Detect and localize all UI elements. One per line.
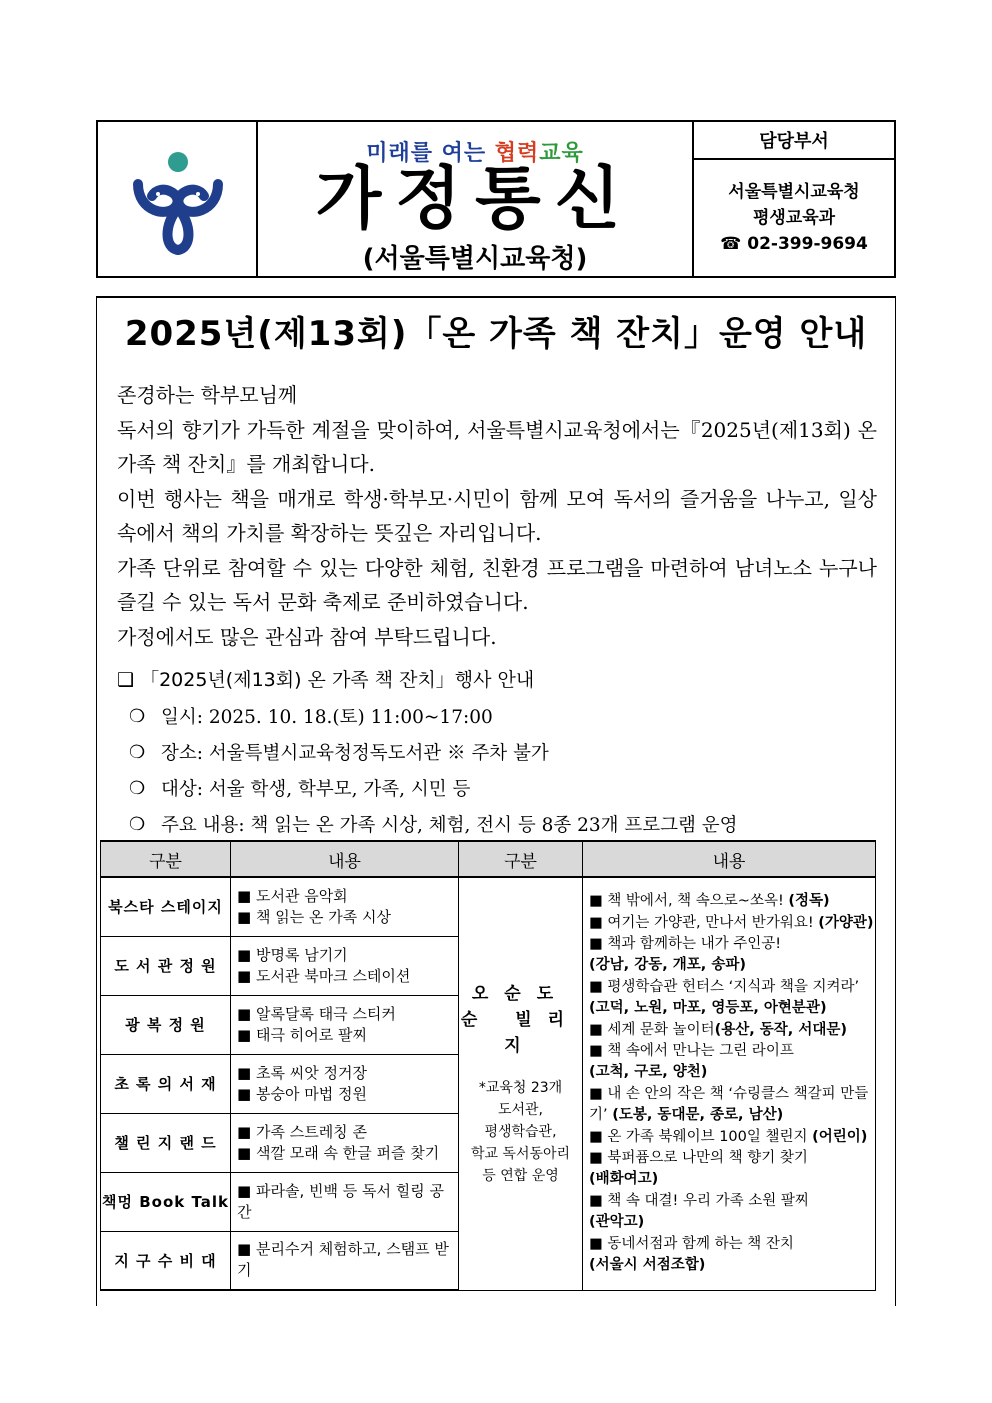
document-body: [117, 378, 877, 654]
program-item: ■ 책 읽는 온 가족 시상: [237, 907, 391, 926]
square-bullet-icon: ■: [237, 1025, 252, 1044]
village-program: ■ 평생학습관 헌터스 ‘지식과 책을 지켜라’ (고덕, 노원, 마포, 영등포, 아현분관): [589, 978, 860, 1017]
checkbox-square-icon: ❑: [117, 669, 135, 691]
department-info: [694, 160, 894, 276]
program-item: ■ 색깔 모래 속 한글 퍼즐 찾기: [237, 1143, 440, 1162]
program-category: 광 복 정 원: [101, 995, 231, 1054]
circle-bullet-icon: ❍: [129, 777, 146, 799]
square-bullet-icon: ■: [589, 1235, 603, 1252]
slogan-part3: 교육: [539, 141, 584, 166]
village-program: ■ 동네서점과 함께 하는 책 잔치 (서울시 서점조합): [589, 1235, 794, 1273]
event-section-heading: [117, 665, 534, 692]
square-bullet-icon: ■: [589, 1021, 603, 1038]
village-note-line: 도서관,: [497, 1101, 544, 1118]
event-section-heading-text: 「2025년(제13회) 온 가족 책 잔치」행사 안내: [140, 669, 535, 691]
village-note-line: 등 연합 운영: [482, 1167, 559, 1184]
department-label: 담당부서: [694, 122, 894, 160]
paragraph-2: 이번 행사는 책을 매개로 학생·학부모·시민이 함께 모여 독서의 즐거움을 나누고, 일상 속에서 책의 가치를 확장하는 뜻깊은 자리입니다.: [117, 486, 877, 545]
square-bullet-icon: ■: [237, 1181, 252, 1200]
table-header-row: [101, 841, 876, 877]
program-items: [231, 995, 459, 1054]
program-category: 북스타 스테이지: [101, 877, 231, 936]
circle-bullet-icon: ❍: [129, 705, 146, 727]
program-item: ■ 알록달록 태극 스티커: [237, 1004, 396, 1023]
village-program: ■ 내 손 안의 작은 책 ‘슈링클스 책갈피 만들기’ (도봉, 동대문, 종로, 남산): [589, 1085, 869, 1124]
program-items: [231, 936, 459, 995]
village-program: ■ 책과 함께하는 내가 주인공! (강남, 강동, 개포, 송파): [589, 935, 782, 974]
program-item: ■ 도서관 음악회: [237, 886, 348, 905]
village-program: ■ 온 가족 북웨이브 100일 챌린지 (어린이): [589, 1128, 868, 1145]
village-program: ■ 여기는 가양관, 만나서 반가워요! (가양관): [589, 914, 874, 931]
square-bullet-icon: ■: [237, 966, 252, 985]
newsletter-subtitle: (서울특별시교육청): [362, 244, 588, 274]
paragraph-1: 독서의 향기가 가득한 계절을 맞이하여, 서울특별시교육청에서는『2025년(제13회) 온 가족 책 잔치』를 개최합니다.: [117, 417, 877, 476]
square-bullet-icon: ■: [589, 893, 603, 910]
village-program-list: [583, 877, 876, 1290]
column-header: 내용: [231, 841, 459, 877]
program-item: ■ 봉숭아 마법 정원: [237, 1084, 367, 1103]
village-program: ■ 세계 문화 놀이터(용산, 동작, 서대문): [589, 1021, 848, 1038]
square-bullet-icon: ■: [237, 1084, 252, 1103]
square-bullet-icon: ■: [237, 945, 252, 964]
column-header: 구분: [459, 841, 583, 877]
square-bullet-icon: ■: [237, 1004, 252, 1023]
paragraph-3: 가족 단위로 참여할 수 있는 다양한 체험, 친환경 프로그램을 마련하여 남녀노소 누구나 즐길 수 있는 독서 문화 축제로 준비하였습니다.: [117, 555, 877, 614]
village-program: ■ 책 속에서 만나는 그린 라이프 (고척, 구로, 양천): [589, 1042, 794, 1081]
department-line-1: 서울특별시교육청: [728, 182, 860, 202]
square-bullet-icon: ■: [589, 978, 603, 995]
square-bullet-icon: ■: [589, 935, 603, 952]
program-item: ■ 방명록 남기기: [237, 945, 348, 964]
document-title: 2025년(제13회)「온 가족 책 잔치」운영 안내: [124, 314, 868, 354]
village-program: ■ 책 속 대결! 우리 가족 소원 팔찌 (관악고): [589, 1192, 809, 1231]
program-item: ■ 초록 씨앗 정거장: [237, 1063, 367, 1082]
square-bullet-icon: ■: [589, 1192, 603, 1209]
department-cell: [694, 122, 894, 276]
program-item: ■ 가족 스트레칭 존: [237, 1122, 367, 1141]
seoul-education-logo-icon: [98, 122, 258, 276]
program-category: 책멍 Book Talk: [101, 1172, 231, 1231]
village-cell: [459, 877, 583, 1290]
square-bullet-icon: ■: [589, 1149, 603, 1166]
title-cell: [258, 122, 694, 276]
program-table: [100, 840, 876, 1291]
column-header: 내용: [583, 841, 876, 877]
program-item: ■ 태극 히어로 팔찌: [237, 1025, 367, 1044]
paragraph-4: 가정에서도 많은 관심과 참여 부탁드립니다.: [117, 624, 497, 649]
village-note-line: 학교 독서동아리: [470, 1145, 571, 1162]
square-bullet-icon: ■: [237, 1063, 252, 1082]
program-item: ■ 도서관 북마크 스테이션: [237, 966, 411, 985]
logo-cell: [98, 122, 258, 276]
header-box: [96, 120, 896, 278]
village-title: 오순도순 빌리지: [460, 983, 581, 1056]
program-item: ■ 분리수거 체험하고, 스탬프 받기: [237, 1240, 449, 1280]
village-program: ■ 북퍼퓸으로 나만의 책 향기 찾기 (배화여고): [589, 1149, 808, 1188]
program-items: [231, 1054, 459, 1113]
square-bullet-icon: ■: [589, 1128, 603, 1145]
list-item: [129, 734, 738, 770]
square-bullet-icon: ■: [589, 1085, 603, 1102]
phone-number: 02-399-9694: [747, 234, 868, 254]
square-bullet-icon: ■: [589, 1042, 603, 1059]
program-items: [231, 1231, 459, 1290]
department-line-2: 평생교육과: [752, 208, 836, 228]
newsletter-title: 가정통신: [315, 160, 635, 239]
program-category: 챌 린 지 랜 드: [101, 1113, 231, 1172]
list-item: [129, 770, 738, 806]
program-category: 도 서 관 정 원: [101, 936, 231, 995]
slogan-part2: 협력: [494, 141, 540, 166]
village-note-line: 평생학습관,: [484, 1123, 557, 1140]
program-items: [231, 1113, 459, 1172]
slogan-part1: 미래를 여는: [366, 141, 495, 166]
village-note-line: *교육청 23개: [478, 1079, 563, 1096]
event-place: 장소: 서울특별시교육청정독도서관 ※ 주차 불가: [161, 743, 549, 764]
circle-bullet-icon: ❍: [129, 741, 146, 763]
event-date: 일시: 2025. 10. 18.(토) 11:00~17:00: [161, 707, 493, 728]
square-bullet-icon: ■: [237, 1143, 252, 1162]
list-item: [129, 698, 738, 734]
program-item: ■ 파라솔, 빈백 등 독서 힐링 공간: [237, 1181, 444, 1221]
square-bullet-icon: ■: [237, 1122, 252, 1141]
list-item: [129, 806, 738, 842]
column-header: 구분: [101, 841, 231, 877]
program-category: 초 록 의 서 재: [101, 1054, 231, 1113]
square-bullet-icon: ■: [237, 886, 252, 905]
program-category: 지 구 수 비 대: [101, 1231, 231, 1290]
event-details-list: [129, 698, 738, 842]
event-audience: 대상: 서울 학생, 학부모, 가족, 시민 등: [161, 779, 471, 800]
square-bullet-icon: ■: [589, 914, 603, 931]
phone-icon: ☎: [720, 234, 742, 254]
village-program: ■ 책 밖에서, 책 속으로~쏘옥! (정독): [589, 893, 830, 910]
greeting: 존경하는 학부모님께: [117, 383, 298, 407]
circle-bullet-icon: ❍: [129, 813, 146, 835]
square-bullet-icon: ■: [237, 907, 252, 926]
program-items: [231, 877, 459, 936]
program-items: [231, 1172, 459, 1231]
department-phone: [720, 231, 868, 257]
event-contents: 주요 내용: 책 읽는 온 가족 시상, 체험, 전시 등 8종 23개 프로그램 운영: [161, 815, 738, 836]
square-bullet-icon: ■: [237, 1240, 252, 1259]
table-row: [101, 877, 876, 936]
